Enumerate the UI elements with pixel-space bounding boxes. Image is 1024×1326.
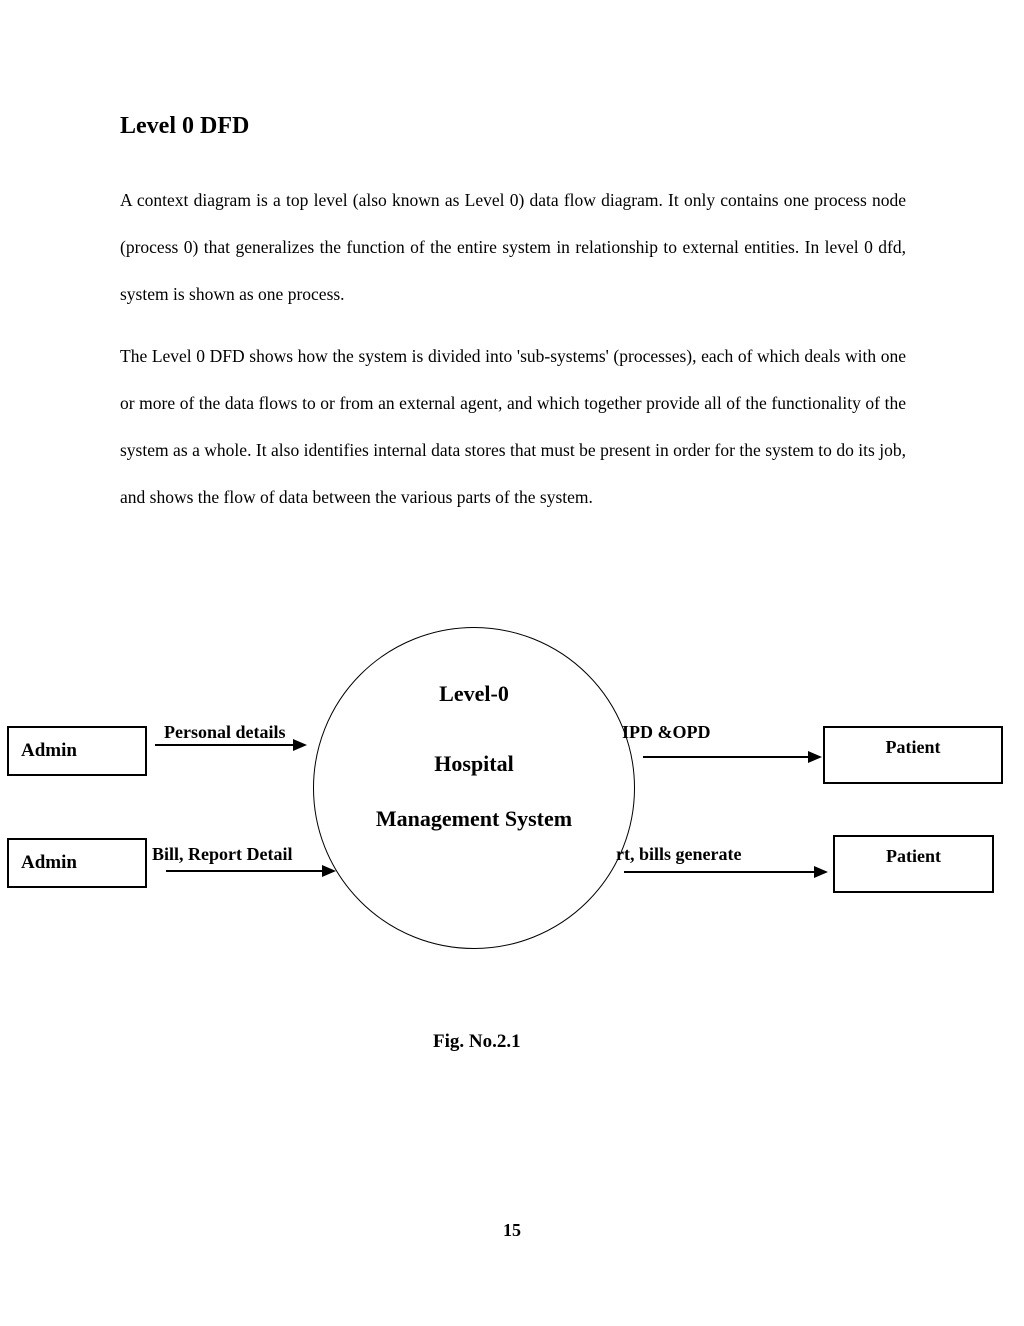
arrow-shaft [643, 756, 808, 758]
arrow-shaft [155, 744, 293, 746]
arrow-shaft [166, 870, 322, 872]
paragraph-context-diagram: A context diagram is a top level (also known as Level 0) data flow diagram. It only contains one process node (process 0) that generalizes the function of the entire system in relationship to external entities. In level 0 dfd, system is shown as one process. [120, 190, 906, 304]
flow-label-bill-report-detail: Bill, Report Detail [152, 844, 293, 864]
section-heading: Level 0 DFD [120, 113, 250, 139]
flow-label-report-bills-generate: rt, bills generate [616, 844, 742, 864]
flow-label-ipd-opd: IPD &OPD [622, 722, 711, 742]
entity-label-patient-top: Patient [885, 737, 941, 757]
entity-admin-top [7, 726, 147, 776]
flow-arrow-report-bills-generate [624, 866, 828, 878]
flow-arrow-ipd-opd [643, 751, 822, 763]
process-circle [313, 627, 635, 949]
arrow-head-icon [322, 865, 336, 877]
arrow-head-icon [814, 866, 828, 878]
flow-label-personal-details: Personal details [164, 722, 286, 742]
entity-patient-top [823, 726, 1003, 784]
process-label-line2: Hospital [434, 751, 514, 776]
entity-patient-bottom [833, 835, 994, 893]
figure-caption: Fig. No.2.1 [433, 1031, 521, 1052]
entity-label-admin-top: Admin [21, 740, 77, 761]
process-label-line3: Management System [375, 806, 573, 831]
flow-arrow-bill-report-detail [166, 865, 336, 877]
entity-admin-bottom [7, 838, 147, 888]
arrow-head-icon [293, 739, 307, 751]
paragraph-level0-description: The Level 0 DFD shows how the system is divided into 'sub-systems' (processes), each of which deals with one or more of the data flows to or from an external agent, and which together provide all of the functionality of the system as a whole. It also identifies internal data stores that must be present in order for the system to do its job, and shows the flow of data between the various parts of the system. [120, 346, 906, 507]
entity-label-admin-bottom: Admin [21, 852, 77, 873]
arrow-head-icon [808, 751, 822, 763]
page-number: 15 [503, 1220, 521, 1240]
arrow-shaft [624, 871, 814, 873]
process-label-line1: Level-0 [439, 681, 509, 706]
entity-label-patient-bottom: Patient [886, 846, 941, 866]
